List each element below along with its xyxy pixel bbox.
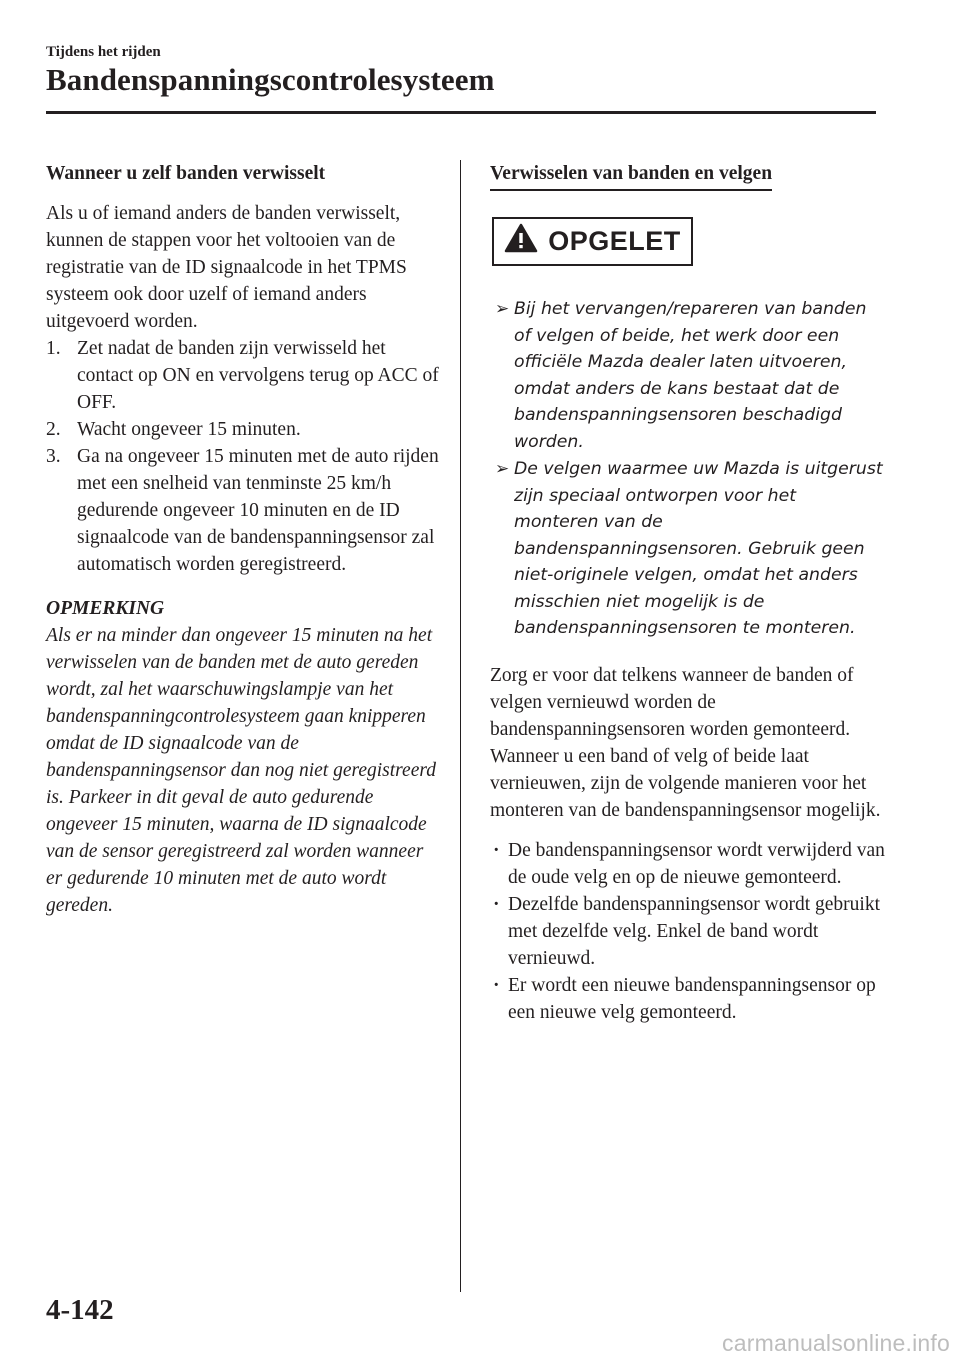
arrow-bullet-icon: ➢	[495, 459, 510, 479]
note-body: Als er na minder dan ongeveer 15 minuten na het verwisselen van de banden met de auto gereden wordt, zal het waarschuwingslampje van het bandenspanningcontrolesysteem gaan knipperen omdat de ID signaalcode van de bandenspanningsensor dan nog niet geregistreerd is. Parkeer in dit geval de auto gedurende ongeveer 15 minuten, waarna de ID signaalcode van de sensor geregistreerd zal worden wanneer er gedurende 10 minuten met de auto wordt gereden.	[46, 625, 436, 916]
bullet-dot-icon: ·	[493, 839, 500, 861]
step-item	[46, 416, 441, 443]
bullet-list	[490, 837, 885, 1026]
right-column	[490, 160, 885, 1026]
bullet-dot-icon: ·	[493, 974, 500, 996]
list-item-text: Er wordt een nieuwe bandenspanningsensor op een nieuwe velg gemonteerd.	[508, 974, 876, 1023]
step-text: Zet nadat de banden zijn verwisseld het contact op ON en vervolgens terug op ACC of OFF.	[77, 338, 439, 413]
steps-list	[46, 335, 441, 578]
bullet-dot-icon: ·	[493, 893, 500, 915]
warning-triangle-icon	[504, 223, 538, 261]
note-title: OPMERKING	[46, 598, 165, 619]
page-number: 4-142	[46, 1294, 114, 1326]
right-heading: Verwisselen van banden en velgen	[490, 160, 772, 191]
paragraph: Zorg er voor dat telkens wanneer de banden of velgen vernieuwd worden de bandenspanningsensoren worden gemonteerd.	[490, 664, 854, 740]
arrow-bullet-icon: ➢	[495, 299, 510, 319]
caution-item	[495, 456, 885, 642]
list-item	[490, 972, 885, 1026]
caution-list	[495, 296, 885, 642]
left-column	[46, 160, 441, 919]
list-item-text: Dezelfde bandenspanningsensor wordt gebruikt met dezelfde velg. Enkel de band wordt vernieuwd.	[508, 893, 881, 969]
step-text: Wacht ongeveer 15 minuten.	[77, 419, 301, 440]
caution-label: OPGELET	[548, 226, 681, 256]
list-item-text: De bandenspanningsensor wordt verwijderd van de oude velg en op de nieuwe gemonteerd.	[508, 839, 885, 888]
step-text: Ga na ongeveer 15 minuten met de auto rijden met een snelheid van tenminste 25 km/h gedurende ongeveer 10 minuten en de ID signaalcode van de bandenspanningsensor zal automatisch worden geregistreerd.	[77, 446, 439, 575]
step-number: 2.	[46, 419, 61, 440]
section-title: Bandenspanningscontrolesysteem	[46, 62, 495, 97]
caution-text: De velgen waarmee uw Mazda is uitgerust zijn speciaal ontworpen voor het monteren van de bandenspanningsensoren. Gebruik geen niet-originele velgen, omdat het anders misschien niet mogelijk is de bandenspanningsensoren te monteren.	[514, 459, 883, 638]
chapter-title: Tijdens het rijden	[46, 44, 161, 60]
step-number: 3.	[46, 446, 61, 467]
paragraph: Wanneer u een band of velg of beide laat vernieuwen, zijn de volgende manieren voor het monteren van de bandenspanningsensor mogelijk.	[490, 745, 881, 821]
column-divider	[460, 160, 461, 1292]
caution-text: Bij het vervangen/repareren van banden of velgen of beide, het werk door een officiële Mazda dealer laten uitvoeren, omdat anders de kans bestaat dat de bandenspanningsensoren beschadigd worden.	[514, 299, 867, 452]
left-heading: Wanneer u zelf banden verwisselt	[46, 163, 326, 184]
step-item	[46, 335, 441, 416]
list-item	[490, 837, 885, 891]
step-item	[46, 443, 441, 578]
caution-box	[492, 217, 693, 266]
list-item	[490, 891, 885, 972]
right-body	[490, 662, 885, 824]
caution-item	[495, 296, 885, 455]
step-number: 1.	[46, 338, 61, 359]
watermark: carmanualsonline.info	[722, 1330, 950, 1356]
intro-paragraph: Als u of iemand anders de banden verwisselt, kunnen de stappen voor het voltooien van de registratie van de ID signaalcode in het TPMS systeem ook door uzelf of iemand anders uitgevoerd worden.	[46, 203, 407, 332]
header-rule	[46, 111, 876, 114]
